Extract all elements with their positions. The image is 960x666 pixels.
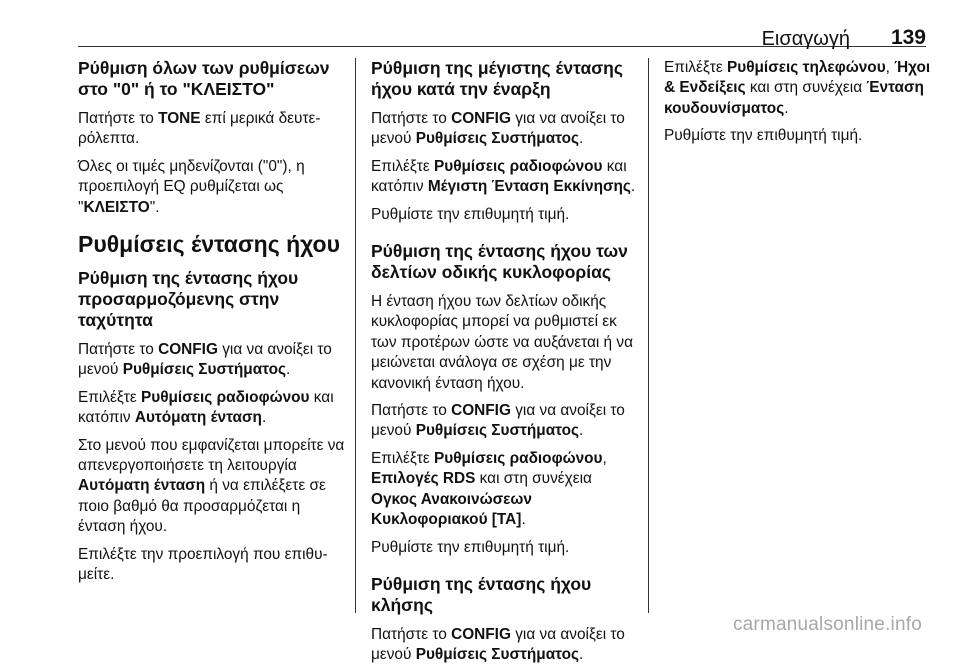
text: ή να επιλέξετε σε ποιο βαθμό θα προσαρμόζεται η ένταση ήχου. xyxy=(78,477,326,536)
paragraph xyxy=(371,401,639,442)
text: ". xyxy=(149,198,160,216)
menu-name: Ήχοι & Ενδείξεις xyxy=(664,59,931,97)
text: επί μερικά δευτε-ρόλεπτα. xyxy=(78,110,321,148)
column-right xyxy=(664,58,932,613)
setting-value: ΚΛΕΙΣΤΟ xyxy=(83,198,150,216)
button-name-tone: TONE xyxy=(158,110,201,127)
heading-call-volume: Ρύθμιση της έντασης ήχου κλήσης xyxy=(371,573,592,615)
paragraph xyxy=(78,388,348,429)
menu-name: Αυτόματη ένταση xyxy=(134,409,262,427)
text: . xyxy=(286,361,291,379)
paragraph: Ρυθμίστε την επιθυμητή τιμή. xyxy=(664,127,863,145)
paragraph xyxy=(78,340,348,381)
menu-name: Ρυθμίσεις τηλεφώνου xyxy=(726,59,886,76)
text: για να ανοίξει το μενού xyxy=(371,625,625,664)
menu-name: Μέγιστη Ένταση Εκκίνησης xyxy=(427,178,631,196)
menu-name: Ρυθμίσεις ραδιοφώνου xyxy=(433,449,603,467)
column-divider xyxy=(648,58,649,613)
button-name-config: CONFIG xyxy=(451,110,511,127)
text: για να ανοίξει το μενού xyxy=(371,402,625,440)
text: και στη συνέχεια xyxy=(475,470,592,488)
text: Επιλέξτε xyxy=(664,59,727,76)
column-left xyxy=(78,58,348,613)
paragraph xyxy=(78,436,348,538)
menu-name: Αυτόματη ένταση xyxy=(78,477,206,495)
paragraph: Ρυθμίστε την επιθυμητή τιμή. xyxy=(371,538,570,556)
text: . xyxy=(579,646,584,664)
heading-max-startup-volume: Ρύθμιση της μέγιστης έντασης ήχου κατά την έναρξη xyxy=(371,58,623,99)
text: και κατόπιν xyxy=(371,157,627,196)
column-middle xyxy=(371,58,639,664)
menu-name: Ρυθμίσεις Συστήματος xyxy=(415,422,580,440)
menu-name: Ρυθμίσεις ραδιοφώνου xyxy=(433,157,603,175)
button-name-config: CONFIG xyxy=(451,402,511,420)
text: για να ανοίξει το μενού xyxy=(78,341,332,379)
text: και κατόπιν xyxy=(78,388,334,427)
menu-name: Ρυθμίσεις Συστήματος xyxy=(415,130,580,148)
menu-name: Ρυθμίσεις Συστήματος xyxy=(415,646,580,664)
text: Όλες οι τιμές μηδενίζονται ("0"), η προεπιλογή EQ ρυθμίζεται ως " xyxy=(78,157,305,216)
text: . xyxy=(630,178,636,196)
text: Πατήστε το xyxy=(78,110,159,127)
paragraph: Ρυθμίστε την επιθυμητή τιμή. xyxy=(371,205,570,223)
text: Επιλέξτε xyxy=(371,157,434,175)
chapter-title: Εισαγωγή xyxy=(761,28,850,50)
section-title-volume-settings: Ρυθμίσεις έντασης ήχου xyxy=(78,231,340,258)
text: Πατήστε το xyxy=(78,341,159,359)
button-name-config: CONFIG xyxy=(158,341,218,359)
text: . xyxy=(579,130,584,148)
paragraph xyxy=(78,157,348,218)
text: . xyxy=(579,422,584,440)
text: . xyxy=(784,99,789,117)
text: Επιλέξτε xyxy=(78,388,141,406)
text: . xyxy=(521,511,526,529)
text: . xyxy=(261,409,267,427)
paragraph xyxy=(371,157,639,198)
menu-name: Ρυθμίσεις Συστήματος xyxy=(122,361,287,379)
text: και στη συνέχεια xyxy=(745,79,867,97)
page-header xyxy=(78,18,926,50)
button-name-config: CONFIG xyxy=(451,625,511,643)
column-divider xyxy=(355,58,356,613)
page-number: 139 xyxy=(890,26,926,49)
paragraph: Επιλέξτε την προεπιλογή που επιθυ-μείτε. xyxy=(78,545,328,584)
heading-speed-volume: Ρύθμιση της έντασης ήχου προσαρμοζόμενης στην ταχύτητα xyxy=(78,268,299,331)
paragraph xyxy=(371,109,639,150)
text: Επιλέξτε xyxy=(371,449,434,467)
paragraph xyxy=(78,109,348,150)
text: , xyxy=(602,449,607,467)
watermark: carmanualsonline.info xyxy=(732,614,922,635)
text: Πατήστε το xyxy=(371,625,452,643)
menu-name: Ογκος Ανακοινώσεων Κυκλοφοριακού [TA] xyxy=(371,490,532,529)
menu-name: Επιλογές RDS xyxy=(371,470,476,488)
menu-name: Ρυθμίσεις ραδιοφώνου xyxy=(140,388,310,406)
heading-reset-all: Ρύθμιση όλων των ρυθμίσεων στο "0" ή το "ΚΛΕΙΣΤΟ" xyxy=(78,58,330,99)
heading-traffic-volume: Ρύθμιση της έντασης ήχου των δελτίων οδικής κυκλοφορίας xyxy=(371,241,628,283)
paragraph: Η ένταση ήχου των δελτίων οδικής κυκλοφορίας μπορεί να ρυθμιστεί εκ των προτέρων ώστε να αυξάνεται ή να μειώνεται ανάλογα σε σχέση με την κανονική ένταση ήχου. xyxy=(371,293,633,392)
text: Πατήστε το xyxy=(371,402,452,420)
paragraph xyxy=(371,449,639,531)
paragraph xyxy=(371,625,639,666)
text: Πατήστε το xyxy=(371,110,452,127)
text: Στο μενού που εμφανίζεται μπορείτε να απενεργοποιήσετε τη λειτουργία xyxy=(78,436,345,475)
text: , xyxy=(885,59,895,76)
paragraph xyxy=(664,58,932,119)
text: για να ανοίξει το μενού xyxy=(371,110,625,148)
menu-name: Ένταση κουδουνίσματος xyxy=(664,79,924,117)
